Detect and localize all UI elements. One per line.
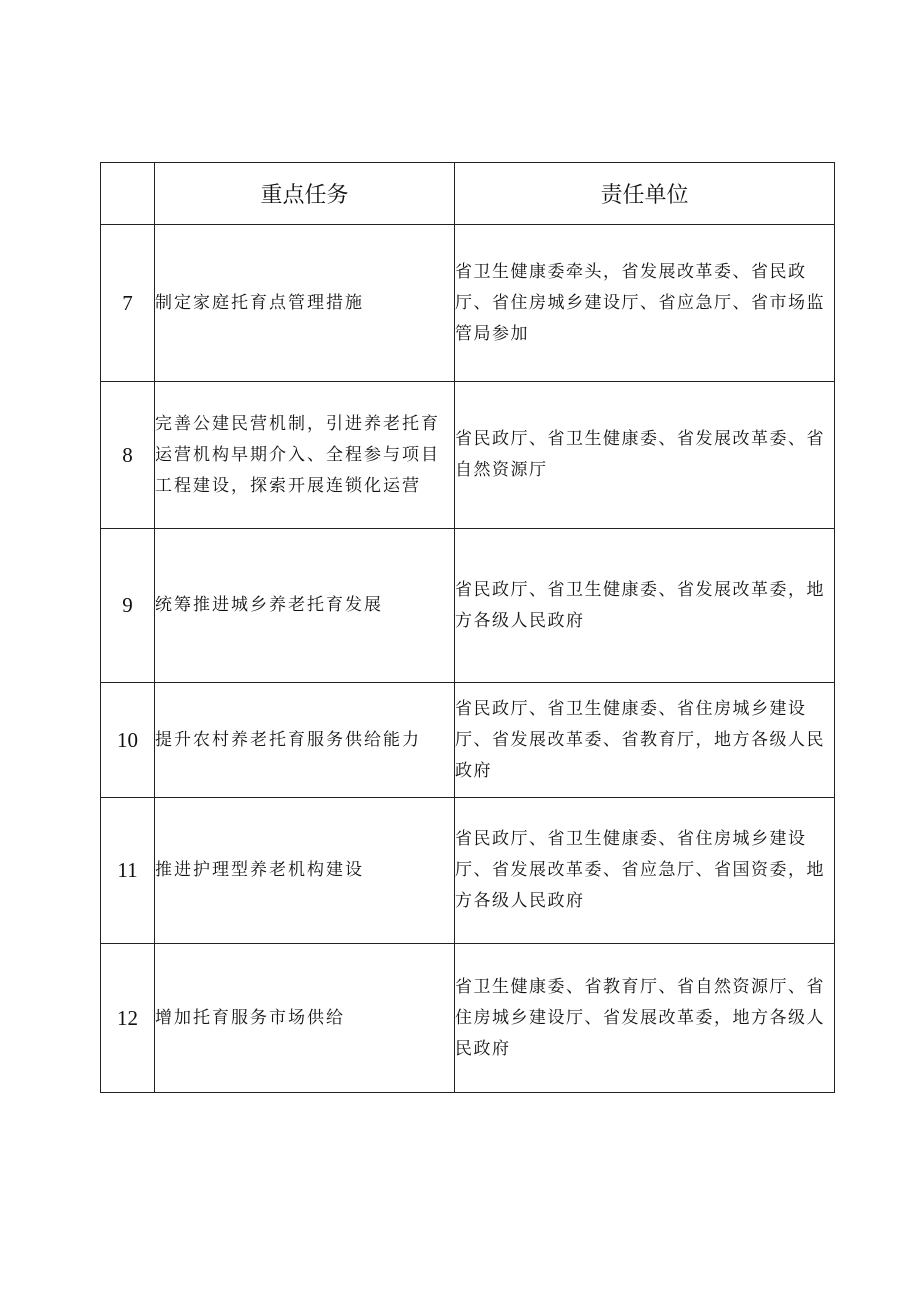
row-unit: 省卫生健康委牵头，省发展改革委、省民政厅、省住房城乡建设厅、省应急厅、省市场监管局参加 xyxy=(455,225,835,382)
row-unit: 省民政厅、省卫生健康委、省发展改革委、省自然资源厅 xyxy=(455,382,835,529)
row-task: 推进护理型养老机构建设 xyxy=(155,798,455,944)
table-row xyxy=(101,798,835,944)
row-task: 增加托育服务市场供给 xyxy=(155,944,455,1093)
row-number: 7 xyxy=(101,225,155,382)
row-number: 9 xyxy=(101,529,155,683)
header-task: 重点任务 xyxy=(155,163,455,225)
row-task: 提升农村养老托育服务供给能力 xyxy=(155,683,455,798)
row-task: 统筹推进城乡养老托育发展 xyxy=(155,529,455,683)
row-task: 制定家庭托育点管理措施 xyxy=(155,225,455,382)
row-unit: 省民政厅、省卫生健康委、省住房城乡建设厅、省发展改革委、省应急厅、省国资委，地方各级人民政府 xyxy=(455,798,835,944)
row-number: 8 xyxy=(101,382,155,529)
row-task: 完善公建民营机制，引进养老托育运营机构早期介入、全程参与项目工程建设，探索开展连锁化运营 xyxy=(155,382,455,529)
table-row xyxy=(101,944,835,1093)
row-number: 11 xyxy=(101,798,155,944)
row-unit: 省卫生健康委、省教育厅、省自然资源厅、省住房城乡建设厅、省发展改革委，地方各级人民政府 xyxy=(455,944,835,1093)
table-row xyxy=(101,529,835,683)
table-row xyxy=(101,225,835,382)
row-number: 10 xyxy=(101,683,155,798)
row-unit: 省民政厅、省卫生健康委、省住房城乡建设厅、省发展改革委、省教育厅，地方各级人民政府 xyxy=(455,683,835,798)
row-unit: 省民政厅、省卫生健康委、省发展改革委，地方各级人民政府 xyxy=(455,529,835,683)
header-number xyxy=(101,163,155,225)
task-responsibility-table xyxy=(100,162,835,1093)
table-row xyxy=(101,382,835,529)
row-number: 12 xyxy=(101,944,155,1093)
header-unit: 责任单位 xyxy=(455,163,835,225)
table-header-row xyxy=(101,163,835,225)
table-row xyxy=(101,683,835,798)
